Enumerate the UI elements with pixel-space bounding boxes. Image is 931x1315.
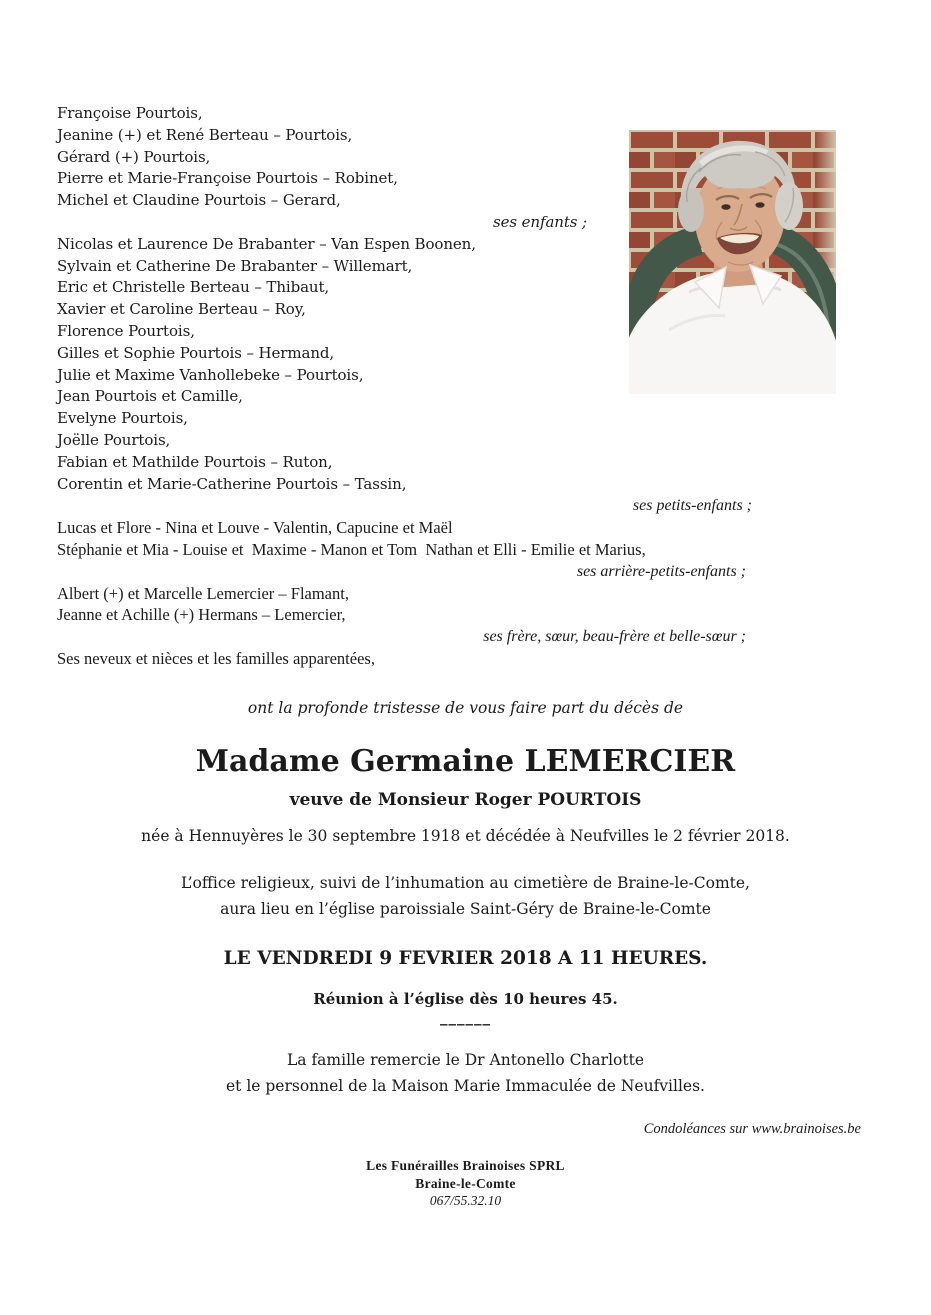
funeral-home-phone: 067/55.32.10: [429, 1193, 502, 1208]
thanks-line-1: La famille remercie le Dr Antonello Charlotte: [286, 1051, 644, 1069]
family-member-line: Joëlle Pourtois,: [57, 430, 171, 449]
family-member-line: Jean Pourtois et Camille,: [57, 387, 243, 406]
family-member-line: Albert (+) et Marcelle Lemercier – Flamant,: [57, 583, 349, 603]
family-names-section: [57, 103, 752, 670]
announcement-intro-line: ont la profonde tristesse de vous faire part du décès de: [247, 699, 684, 717]
family-member-line: Nicolas et Laurence De Brabanter – Van Espen Boonen,: [57, 234, 476, 253]
family-member-line: Xavier et Caroline Berteau – Roy,: [57, 300, 306, 319]
church-meeting-line: Réunion à l’église dès 10 heures 45.: [313, 990, 618, 1008]
family-member-line: Stéphanie et Mia - Louise et Maxime - Manon et Tom Nathan et Elli - Emilie et Marius,: [57, 539, 646, 559]
funeral-home-name: Les Funérailles Brainoises SPRL: [366, 1158, 565, 1173]
family-member-line: Lucas et Flore - Nina et Louve - Valentin, Capucine et Maël: [57, 518, 453, 538]
widow-of-line: veuve de Monsieur Roger POURTOIS: [289, 790, 642, 810]
ceremony-datetime-line: LE VENDREDI 9 FEVRIER 2018 A 11 HEURES.: [223, 948, 708, 969]
family-member-line: Françoise Pourtois,: [57, 104, 203, 122]
funeral-home-city: Braine-le-Comte: [415, 1176, 516, 1191]
birth-death-line: née à Hennuyères le 30 septembre 1918 et décédée à Neufvilles le 2 février 2018.: [141, 827, 790, 845]
ceremony-line-2: aura lieu en l’église paroissiale Saint-Géry de Braine-le-Comte: [220, 900, 711, 918]
family-member-line: Sylvain et Catherine De Brabanter – Willemart,: [57, 256, 413, 275]
deceased-name-title: Madame Germaine LEMERCIER: [195, 744, 736, 779]
thanks-line-2: et le personnel de la Maison Marie Immaculée de Neufvilles.: [225, 1077, 705, 1095]
siblings-names-list: [57, 583, 752, 627]
family-member-line: Pierre et Marie-Françoise Pourtois – Robinet,: [57, 169, 398, 188]
family-member-line: Fabian et Mathilde Pourtois – Ruton,: [57, 452, 333, 471]
children-relation-label: ses enfants ;: [493, 212, 587, 231]
family-member-line: Jeanine (+) et René Berteau – Pourtois,: [57, 125, 353, 144]
family-member-line: Julie et Maxime Vanhollebeke – Pourtois,: [57, 365, 364, 384]
siblings-relation-label: ses frère, sœur, beau-frère et belle-sœur ;: [483, 628, 746, 646]
family-member-line: Jeanne et Achille (+) Hermans – Lemercier,: [57, 605, 346, 625]
family-member-line: Gilles et Sophie Pourtois – Hermand,: [57, 343, 335, 362]
condolences-website-line: Condoléances sur www.brainoises.be: [643, 1121, 861, 1137]
children-names-list: [57, 103, 752, 212]
grandchildren-relation-label: ses petits-enfants ;: [632, 497, 752, 515]
family-member-line: Florence Pourtois,: [57, 321, 195, 340]
great-grandchildren-relation-label: ses arrière-petits-enfants ;: [576, 562, 746, 580]
great-grandchildren-names-list: [57, 517, 752, 561]
family-member-line: Gérard (+) Pourtois,: [57, 147, 211, 166]
family-member-line: Michel et Claudine Pourtois – Gerard,: [57, 191, 341, 210]
family-member-line: Eric et Christelle Berteau – Thibaut,: [57, 278, 330, 297]
grandchildren-names-list: [57, 234, 752, 496]
family-member-line: Evelyne Pourtois,: [57, 409, 188, 428]
separator-line: ______: [440, 1008, 491, 1026]
relatives-line: Ses neveux et nièces et les familles apparentées,: [57, 648, 375, 668]
family-member-line: Corentin et Marie-Catherine Pourtois – Tassin,: [57, 474, 407, 493]
ceremony-line-1: L’office religieux, suivi de l’inhumation au cimetière de Braine-le-Comte,: [181, 874, 750, 892]
